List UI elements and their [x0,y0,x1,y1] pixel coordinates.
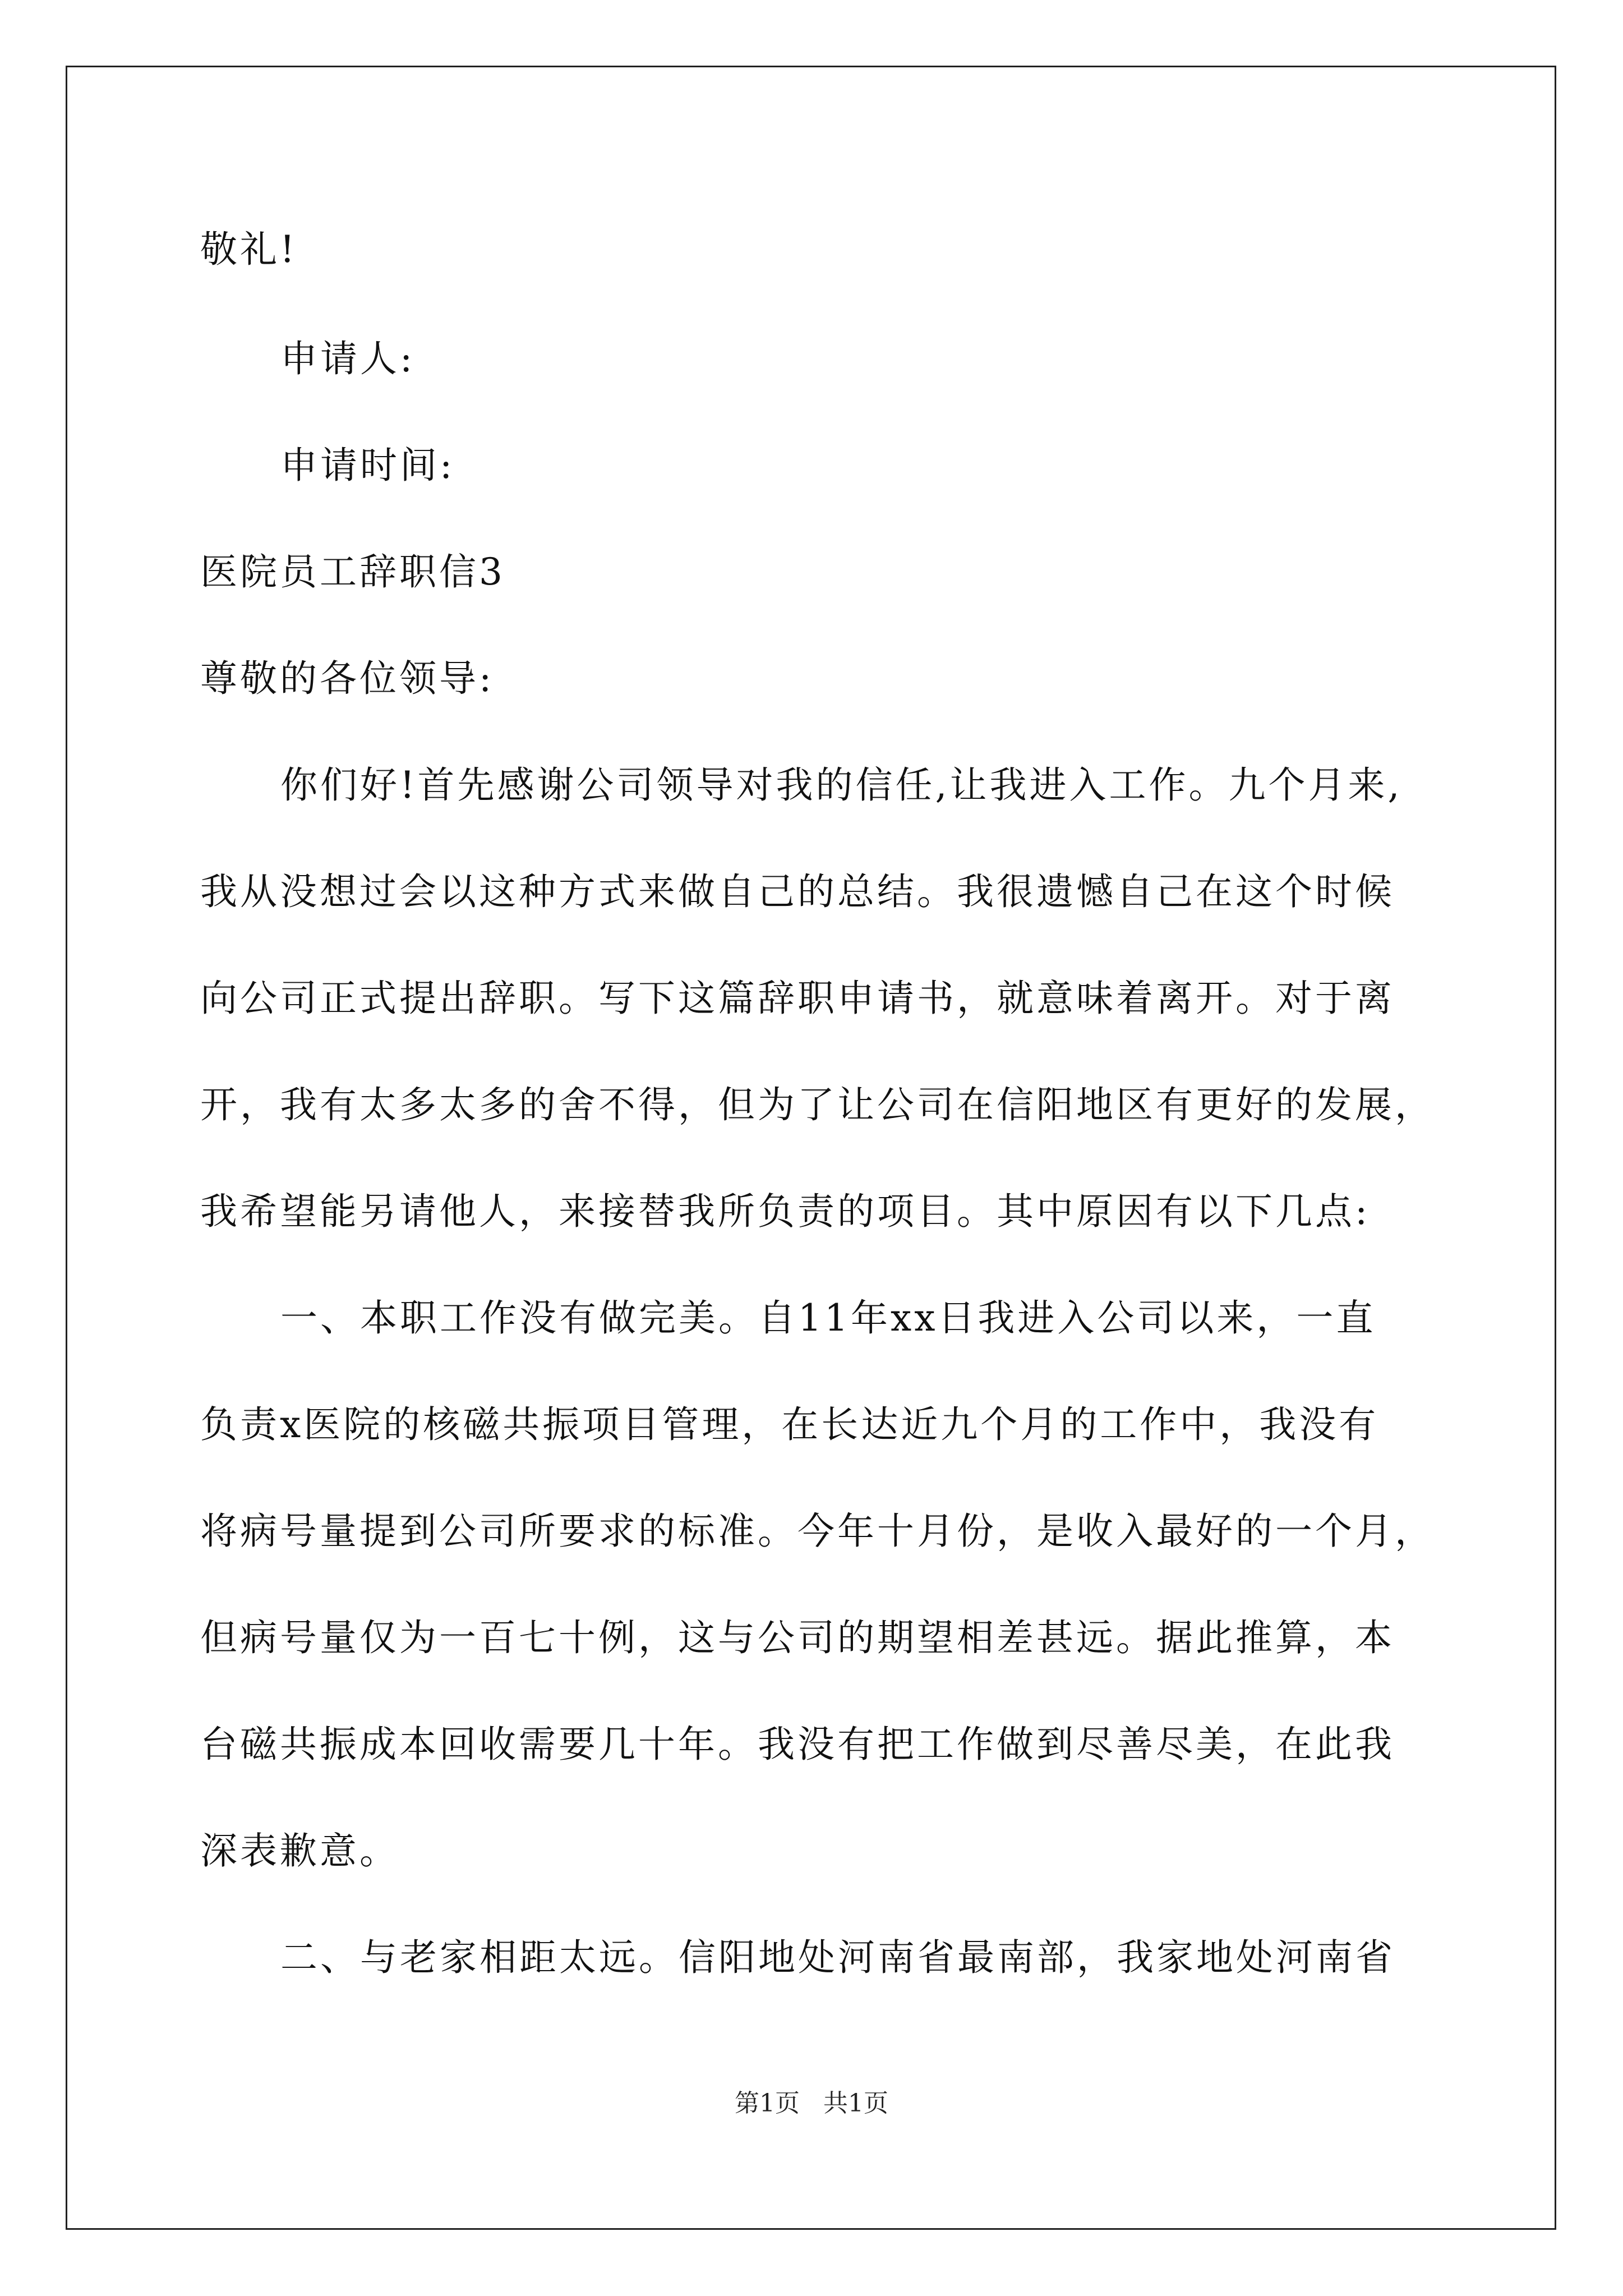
letter-greeting: 尊敬的各位领导: [200,657,495,700]
paragraph-2-line-1: 一、本职工作没有做完美。自11年xx日我进入公司以来，一直 [280,1296,1376,1340]
page-footer: 第1页 共1页 [735,2089,888,2118]
paragraph-1-line-2: 我从没想过会以这种方式来做自己的总结。我很遗憾自己在这个时候 [200,870,1395,913]
application-date-label: 申请时间: [280,444,455,487]
paragraph-2-line-2: 负责x医院的核磁共振项目管理，在长达近九个月的工作中，我没有 [200,1403,1379,1446]
paragraph-2-line-6: 深表歉意。 [200,1829,399,1872]
paragraph-3-line-1: 二、与老家相距太远。信阳地处河南省最南部，我家地处河南省 [280,1936,1395,1979]
paragraph-1-line-5: 我希望能另请他人，来接替我所负责的项目。其中原因有以下几点: [200,1190,1371,1233]
paragraph-2-line-5: 台磁共振成本回收需要几十年。我没有把工作做到尽善尽美，在此我 [200,1723,1395,1766]
closing-salute: 敬礼! [200,228,298,271]
letter-title: 医院员工辞职信3 [200,550,505,593]
paragraph-1-line-3: 向公司正式提出辞职。写下这篇辞职申请书，就意味着离开。对于离 [200,977,1395,1020]
paragraph-2-line-3: 将病号量提到公司所要求的标准。今年十月份，是收入最好的一个月， [200,1510,1435,1553]
paragraph-1-line-4: 开，我有太多太多的舍不得，但为了让公司在信阳地区有更好的发展， [200,1083,1435,1126]
paragraph-1-line-1: 你们好!首先感谢公司领导对我的信任,让我进入工作。九个月来, [280,763,1403,807]
applicant-label: 申请人: [280,337,416,380]
page-border [66,66,1556,2230]
paragraph-2-line-4: 但病号量仅为一百七十例，这与公司的期望相差甚远。据此推算，本 [200,1616,1395,1659]
